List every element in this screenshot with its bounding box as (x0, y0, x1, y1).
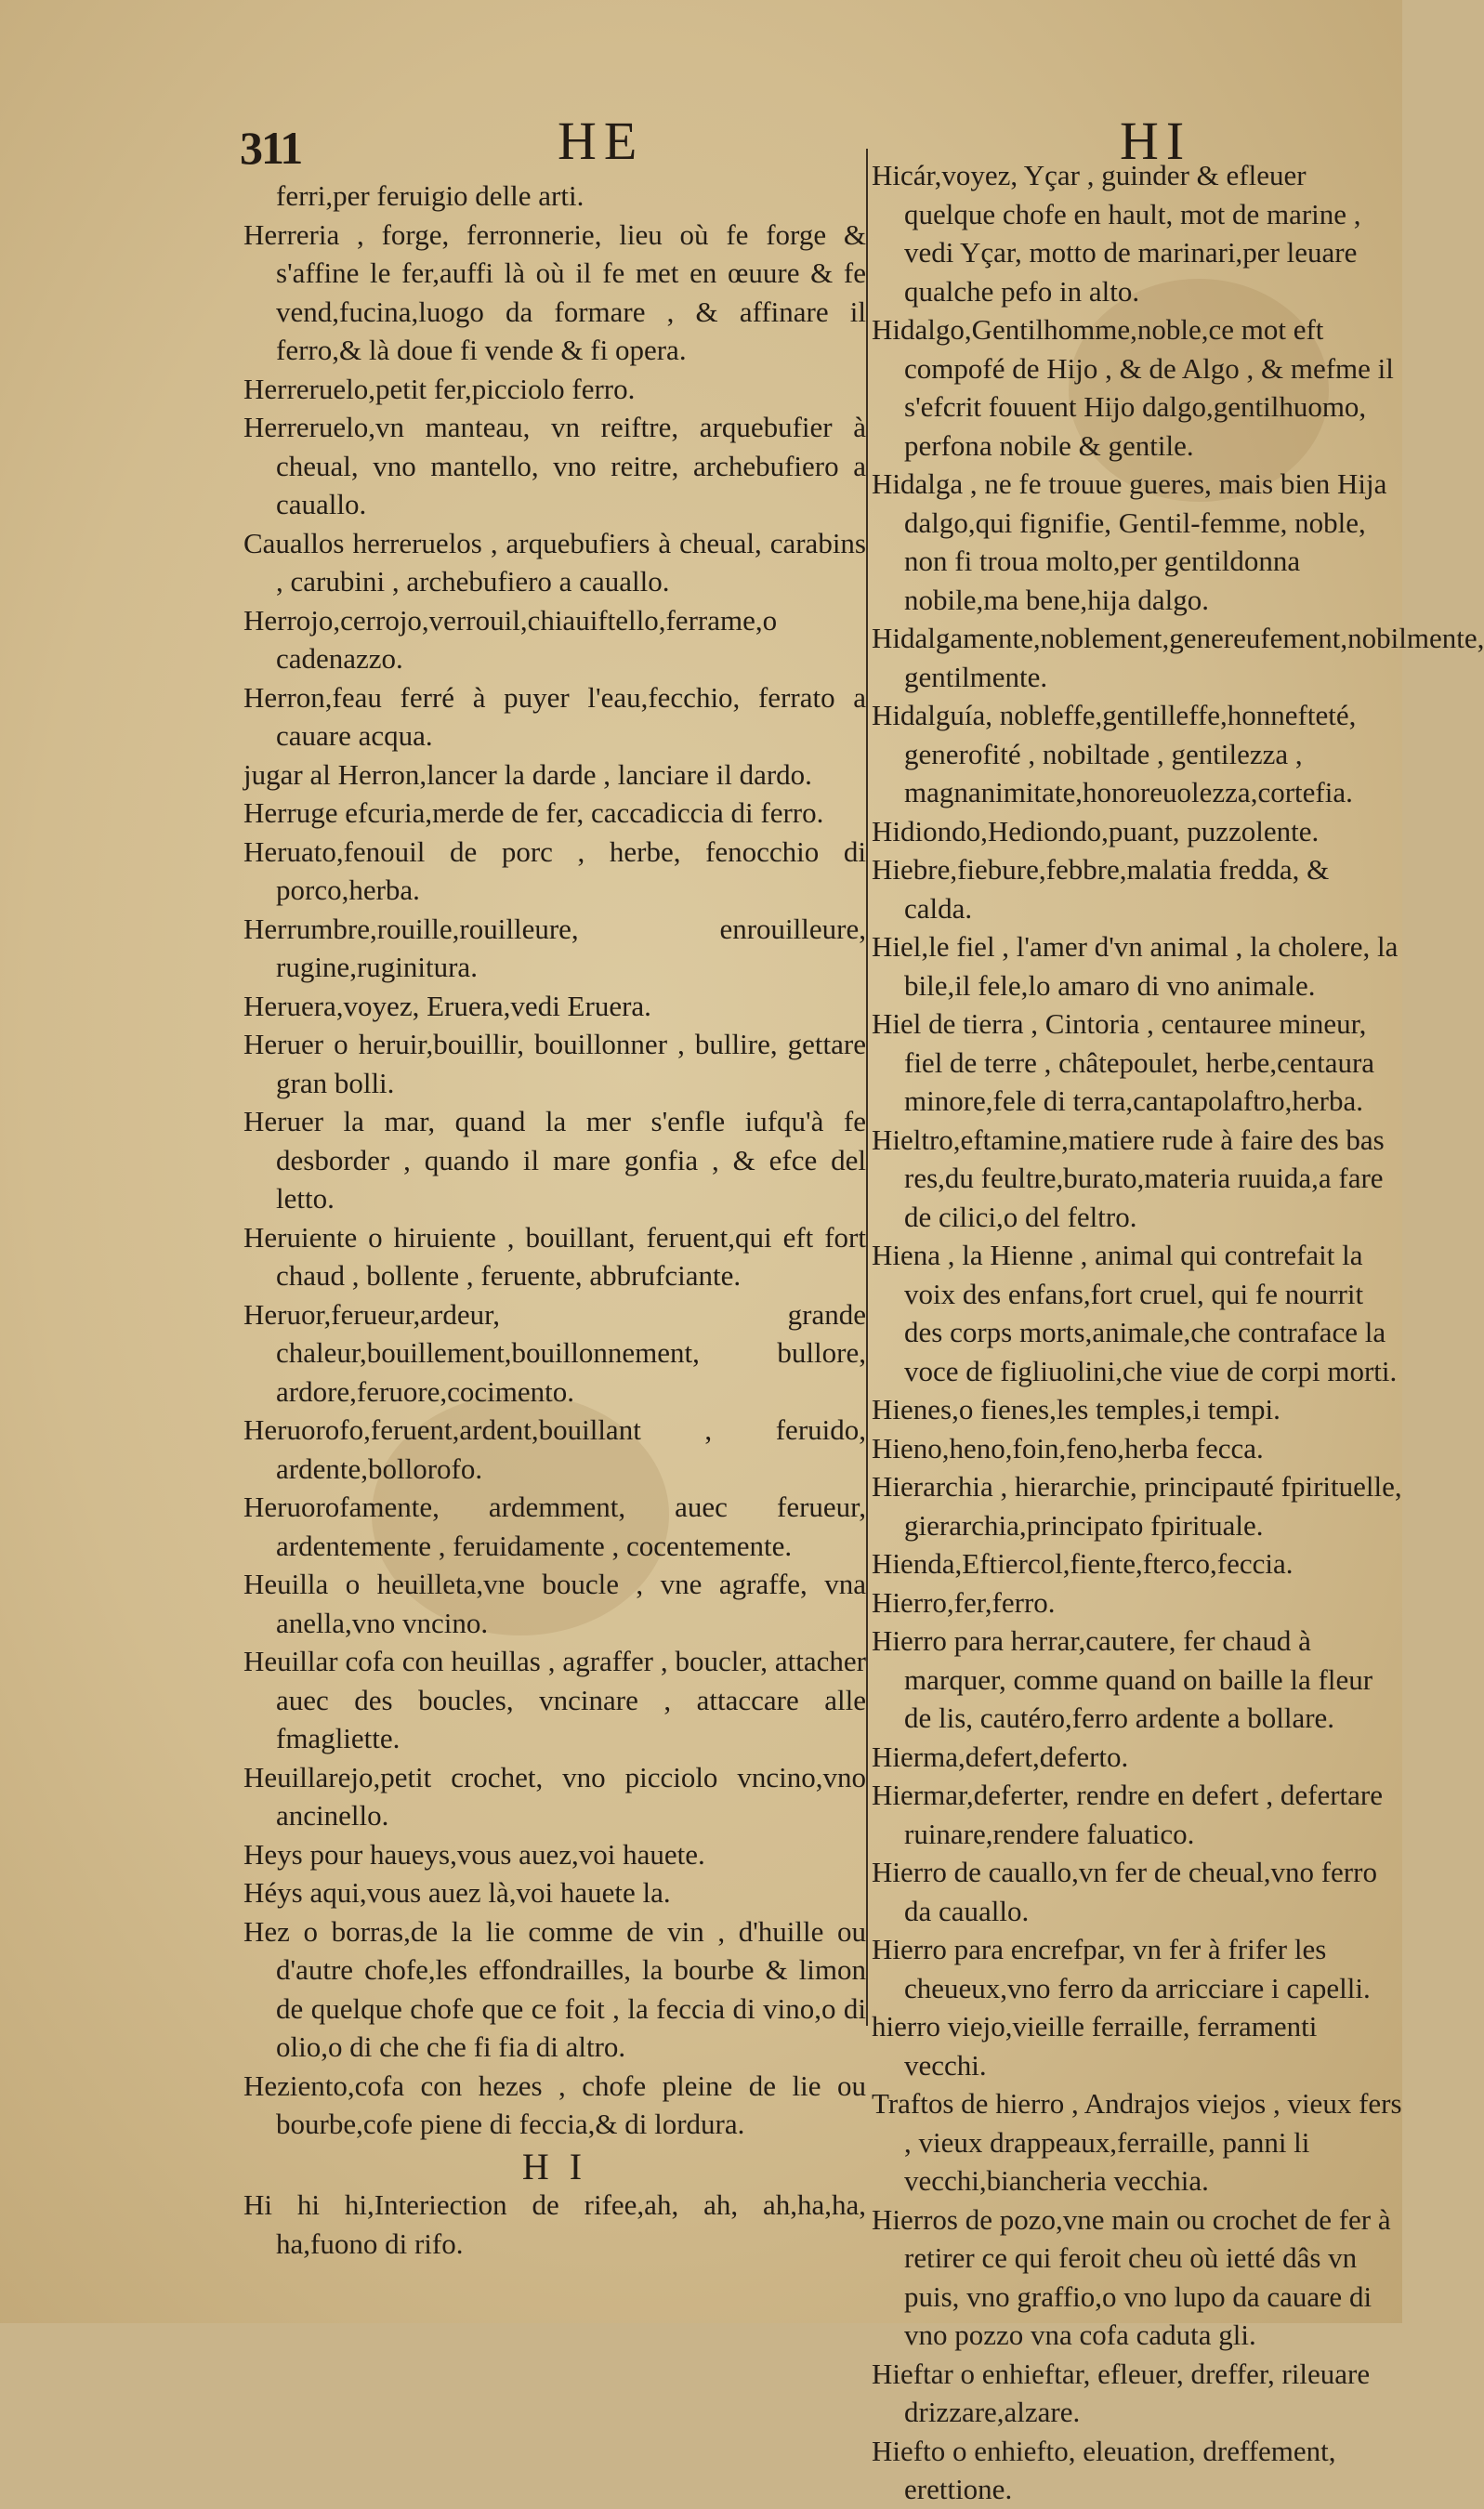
dictionary-entry: Heuillar cofa con heuillas , agraffer , boucler, attacher auec des boucles, vncinare , attaccare alle fmagliette. (243, 1645, 866, 1754)
dictionary-entry: Hi hi hi,Interiection de rifee,ah, ah, ah,ha,ha, ha,fuono di rifo. (243, 2188, 866, 2260)
dictionary-entry: Heruer la mar, quand la mer s'enfle iufqu'à fe desborder , quando il mare gonfia , & efce del letto. (243, 1105, 866, 1215)
dictionary-entry: Heruato,fenouil de porc , herbe, fenocchio di porco,herba. (243, 834, 866, 906)
dictionary-entry: Heruorofo,feruent,ardent,bouillant , feruido, ardente,bollorofo. (243, 1413, 866, 1485)
dictionary-entry: Herreruelo,vn manteau, vn reiftre, arquebufier à cheual, vno mantello, vno reitre, archebufiero a cauallo. (243, 411, 866, 520)
dictionary-entry: Hiel,le fiel , l'amer d'vn animal , la cholere, la bile,il fele,lo amaro di vno animale. (872, 930, 1399, 1002)
dictionary-entry: Traftos de hierro , Andrajos viejos , vieux fers , vieux drappeaux,ferraille, panni li vecchi,biancheria vecchia. (872, 2087, 1402, 2197)
right-entries-hi (872, 156, 1484, 2509)
dictionary-entry: Hidalguía, nobleffe,gentilleffe,honnefteté, generofité , nobiltade , gentilezza , magnanimitate,honoreuolezza,cortefia. (872, 699, 1357, 808)
dictionary-entry: Heruera,voyez, Eruera,vedi Eruera. (243, 989, 651, 1022)
dictionary-entry: Hiermar,deferter, rendre en defert , defertare ruinare,rendere faluatico. (872, 1779, 1383, 1850)
dictionary-entry: Herron,feau ferré à puyer l'eau,fecchio, ferrato a cauare acqua. (243, 680, 866, 752)
dictionary-entry: Hidalga , ne fe trouue gueres, mais bien Hija dalgo,qui fignifie, Gentil-femme, noble, non fi troua molto,per gentildonna nobile,ma bene,hija dalgo. (872, 467, 1387, 616)
left-entries-he (243, 177, 866, 2144)
dictionary-entry: Hiebre,fiebure,febbre,malatia fredda, & calda. (872, 853, 1330, 925)
right-column (872, 156, 1484, 2509)
dictionary-entry: ferri,per feruigio delle arti. (276, 179, 584, 212)
dictionary-entry: Hieftar o enhieftar, efleuer, dreffer, rileuare drizzare,alzare. (872, 2357, 1371, 2428)
dictionary-entry: Hierro,fer,ferro. (872, 1585, 1056, 1619)
dictionary-entry: Herreruelo,petit fer,picciolo ferro. (243, 372, 636, 405)
dictionary-entry: Hienes,o fienes,les temples,i tempi. (872, 1393, 1280, 1425)
dictionary-entry: Heziento,cofa con hezes , chofe pleine de lie ou bourbe,cofe piene di feccia,& di lordura. (243, 2069, 866, 2140)
dictionary-entry: Cauallos herreruelos , arquebufiers à cheual, carabins , carubini , archebufiero a cauallo. (243, 526, 866, 598)
dictionary-entry: jugar al Herron,lancer la darde , lanciare il dardo. (243, 757, 812, 791)
dictionary-entry: Heruiente o hiruiente , bouillant, feruent,qui eft fort chaud , bollente , feruente, abbrufciante. (243, 1220, 866, 1292)
dictionary-entry: Hieltro,eftamine,matiere rude à faire des bas res,du feultre,burato,materia ruuida,a fare de cilici,o del feltro. (872, 1123, 1385, 1233)
dictionary-entry: Heuillarejo,petit crochet, vno picciolo vncino,vno ancinello. (243, 1760, 866, 1832)
dictionary-entry: Hiel de tierra , Cintoria , centauree mineur, fiel de terre , châtepoulet, herbe,centaura minore,fele di terra,cantapolaftro,herba. (872, 1007, 1375, 1117)
page-number: 311 (240, 122, 302, 174)
dictionary-entry: Hidiondo,Hediondo,puant, puzzolente. (872, 814, 1320, 847)
dictionary-entry: Hienda,Eftiercol,fiente,fterco,feccia. (872, 1547, 1294, 1580)
dictionary-entry: Hierro para herrar,cautere, fer chaud à marquer, comme quand on baille la fleur de lis, cautéro,ferro ardente a bollare. (872, 1624, 1373, 1734)
dictionary-entry: Herrumbre,rouille,rouilleure, enrouilleure, rugine,ruginitura. (243, 912, 866, 983)
dictionary-entry: Hicár,voyez, Yçar , guinder & efleuer quelque chofe en hault, mot de marine , vedi Yçar, motto de marinari,per leuare qualche pefo in alto. (872, 159, 1361, 308)
dictionary-entry: Héys aqui,vous auez là,voi hauete la. (243, 1876, 671, 1909)
dictionary-entry: Herruge efcuria,merde de fer, caccadiccia di ferro. (243, 796, 824, 829)
dictionary-entry: Hez o borras,de la lie comme de vin , d'huille ou d'autre chofe,les effondrailles, la bourbe & limon de quelque chofe que ce foit , la feccia di vino,o di olio,o di che che fi fia di altro. (243, 1914, 866, 2063)
section-heading: H I (521, 2145, 588, 2187)
dictionary-entry: Hidalgamente,noblement,genereufement,nobilmente, gentilmente. (872, 622, 1484, 693)
dictionary-entry: Heys pour haueys,vous auez,voi hauete. (243, 1837, 705, 1871)
dictionary-entry: Heruer o heruir,bouillir, bouillonner , bullire, gettare gran bolli. (243, 1028, 866, 1099)
dictionary-entry: Hierros de pozo,vne main ou crochet de fer à retirer ce qui feroit cheu où ietté dâs vn puis, vno graffio,o vno lupo da cauare di vno pozzo vna cofa caduta gli. (872, 2202, 1391, 2351)
dictionary-entry: Heruor,ferueur,ardeur, grande chaleur,bouillement,bouillonnement, bullore, ardore,feruore,cocimento. (243, 1297, 866, 1408)
right-running-head: HI (1120, 111, 1192, 171)
dictionary-entry: Hierro para encrefpar, vn fer à frifer les cheueux,vno ferro da arricciare i capelli. (872, 1933, 1371, 2004)
dictionary-entry: Hidalgo,Gentilhomme,noble,ce mot eft compofé de Hijo , & de Algo , & mefme il s'efcrit fouuent Hijo dalgo,gentilhuomo, perfona nobile & gentile. (872, 313, 1394, 462)
dictionary-entry: Herreria , forge, ferronnerie, lieu où fe forge & s'affine le fer,auffi là où il fe met en œuure & fe vend,fucina,luogo da formare , & affinare il ferro,& là doue fi vende & fi opera. (243, 217, 866, 366)
left-entries-hi (243, 2186, 866, 2263)
left-column (243, 177, 866, 2263)
dictionary-entry: Heuilla o heuilleta,vne boucle , vne agraffe, vna anella,vno vncino. (243, 1568, 866, 1639)
dictionary-entry: Hierro de cauallo,vn fer de cheual,vno ferro da cauallo. (872, 1856, 1377, 1927)
left-running-head: HE (558, 111, 645, 171)
dictionary-entry: Herrojo,cerrojo,verrouil,chiauiftello,ferrame,o cadenazzo. (243, 603, 778, 675)
column-divider (866, 149, 868, 2026)
dictionary-entry: Hierarchia , hierarchie, principauté fpirituelle, gierarchia,principato fpirituale. (872, 1470, 1402, 1542)
dictionary-entry: Hieno,heno,foin,feno,herba fecca. (872, 1431, 1264, 1465)
dictionary-entry: Hiefto o enhiefto, eleuation, dreffement, erettione. (872, 2434, 1336, 2505)
dictionary-entry: Hiena , la Hienne , animal qui contrefait la voix des enfans,fort cruel, qui fe nourrit des corps morts,animale,che contraface la voce de figliuolini,che viue de corpi morti. (872, 1239, 1398, 1387)
dictionary-entry: Heruorofamente, ardemment, auec ferueur, ardentemente , feruidamente , cocentemente. (243, 1491, 866, 1562)
dictionary-entry: Hierma,defert,deferto. (872, 1740, 1129, 1773)
dictionary-entry: hierro viejo,vieille ferraille, ferramenti vecchi. (872, 2010, 1318, 2082)
